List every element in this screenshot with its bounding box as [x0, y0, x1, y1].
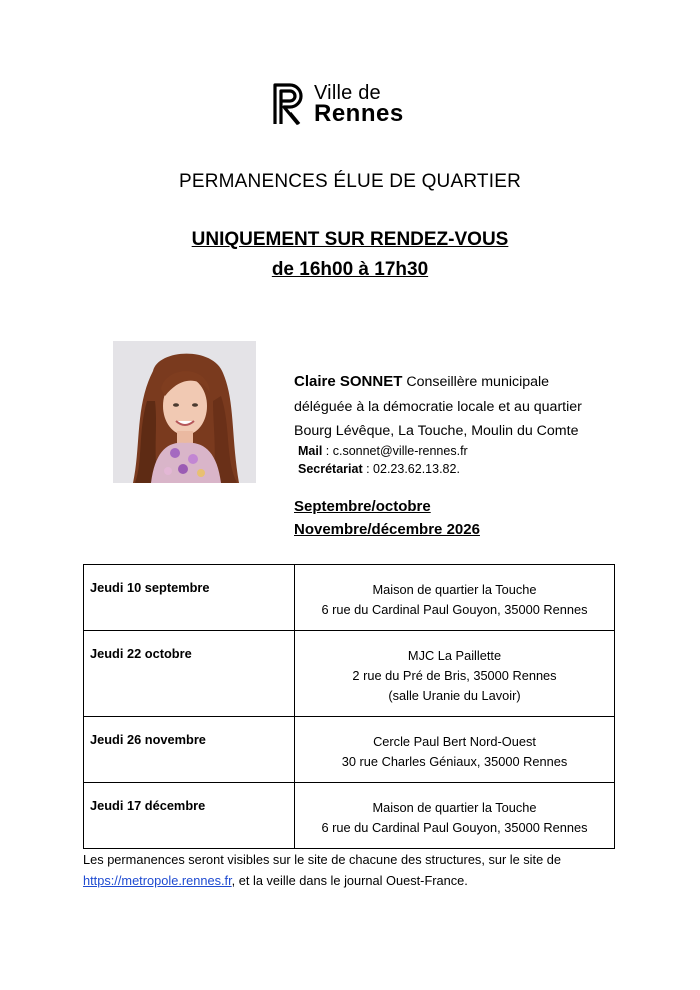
location-address: 2 rue du Pré de Bris, 35000 Rennes: [352, 668, 557, 683]
location-address: 6 rue du Cardinal Paul Gouyon, 35000 Rennes: [321, 820, 588, 835]
official-name: Claire SONNET: [294, 373, 403, 390]
elected-official-bio: [294, 370, 624, 444]
schedule-table: [83, 564, 615, 849]
footer-text-1: Les permanences seront visibles sur le site de chacune des structures, sur le site de: [83, 852, 561, 867]
location-name: Maison de quartier la Touche: [372, 800, 537, 815]
schedule-location: [295, 631, 615, 717]
schedule-location: [295, 783, 615, 849]
footer-text-2: , et la veille dans le journal Ouest-France.: [231, 873, 468, 888]
table-row: [84, 565, 615, 631]
secretariat-label: Secrétariat: [298, 462, 363, 476]
schedule-date: Jeudi 22 octobre: [84, 631, 295, 717]
mail-value: : c.sonnet@ville-rennes.fr: [322, 444, 468, 458]
official-role-line1: Conseillère municipale: [406, 374, 550, 390]
period-line-2: Novembre/décembre 2026: [294, 521, 480, 538]
mail-contact: [298, 442, 468, 460]
schedule-date: Jeudi 26 novembre: [84, 717, 295, 783]
secretariat-contact: [298, 460, 460, 478]
table-row: [84, 631, 615, 717]
location-name: Maison de quartier la Touche: [372, 582, 537, 597]
period-line-1: Septembre/octobre: [294, 498, 431, 515]
bio-line-1: [294, 370, 624, 395]
table-row: [84, 717, 615, 783]
location-note: (salle Uranie du Lavoir): [388, 688, 521, 703]
page-title: PERMANENCES ÉLUE DE QUARTIER: [178, 171, 522, 192]
appointment-notice: UNIQUEMENT SUR RENDEZ-VOUS: [191, 229, 509, 250]
portrait-photo: [113, 341, 256, 483]
hours-notice: de 16h00 à 17h30: [271, 259, 429, 280]
location-name: Cercle Paul Bert Nord-Ouest: [373, 734, 536, 749]
footer-note: [83, 849, 623, 891]
official-role-line3: Bourg Lévêque, La Touche, Moulin du Comte: [294, 423, 579, 439]
schedule-location: [295, 565, 615, 631]
metropole-link[interactable]: https://metropole.rennes.fr: [83, 873, 232, 888]
logo-text-ville-de: Ville de: [314, 82, 381, 104]
secretariat-value: : 02.23.62.13.82.: [362, 462, 460, 476]
mail-label: Mail: [298, 444, 323, 458]
location-address: 6 rue du Cardinal Paul Gouyon, 35000 Rennes: [321, 602, 588, 617]
ville-de-rennes-logo: [272, 82, 422, 128]
location-address: 30 rue Charles Géniaux, 35000 Rennes: [341, 754, 568, 769]
official-role-line2: déléguée à la démocratie locale et au quartier: [294, 398, 582, 415]
schedule-location: [295, 717, 615, 783]
portrait-illustration: [113, 341, 256, 483]
schedule-date: Jeudi 17 décembre: [84, 783, 295, 849]
table-row: [84, 783, 615, 849]
logo-text-rennes: Rennes: [314, 100, 404, 127]
rennes-r-logo-icon: [272, 82, 308, 126]
location-name: MJC La Paillette: [407, 648, 502, 663]
schedule-date: Jeudi 10 septembre: [84, 565, 295, 631]
